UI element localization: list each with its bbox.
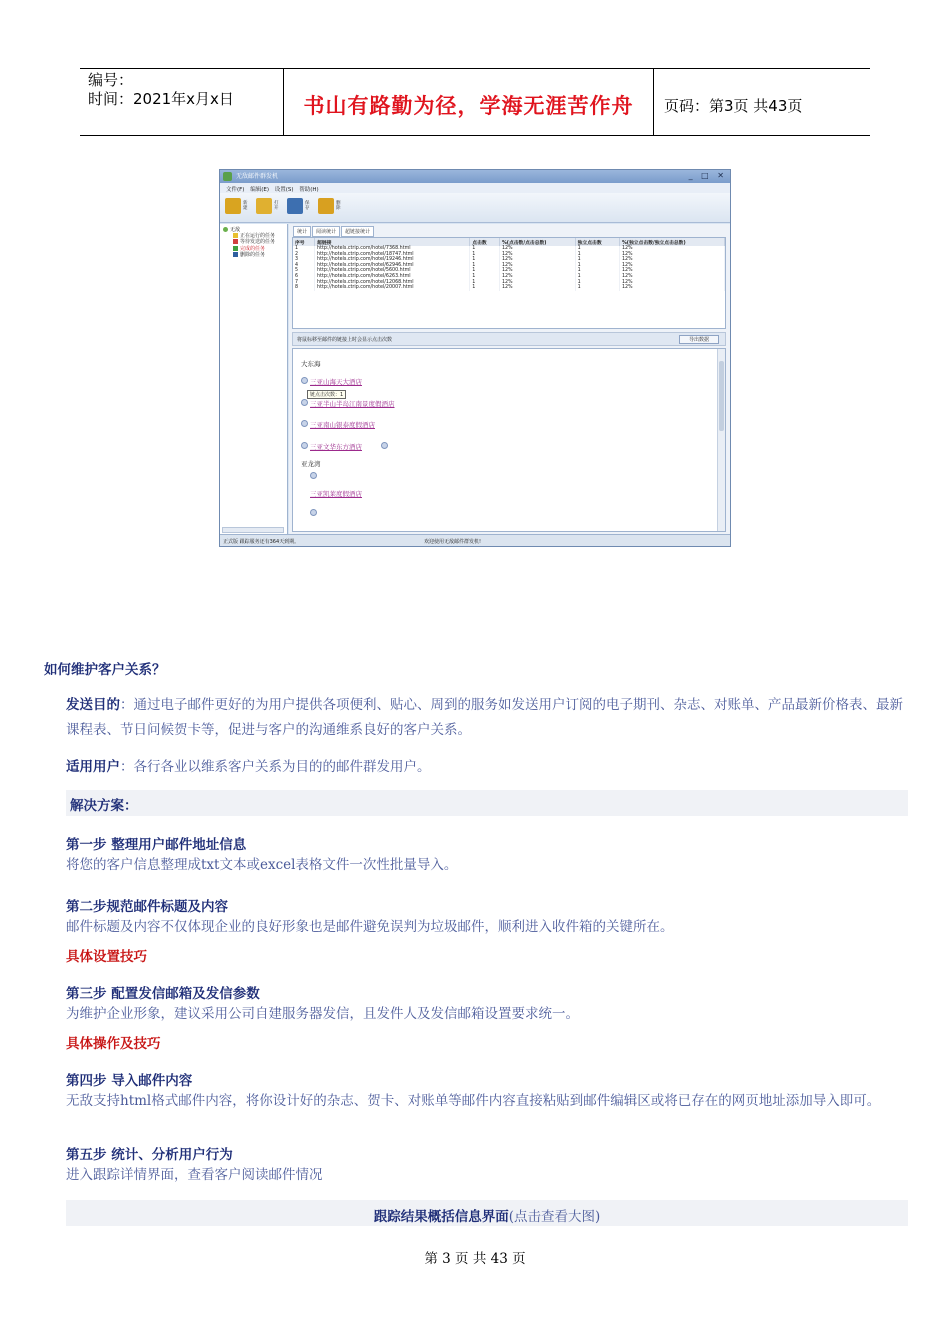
table-cell: 12% <box>619 268 724 274</box>
caption-hint: (点击查看大图) <box>508 1209 601 1225</box>
figure-caption[interactable] <box>374 1205 601 1225</box>
expand-icon[interactable] <box>310 472 317 479</box>
table-cell: 1 <box>575 268 619 274</box>
click-count-tooltip: 链点击次数：1 <box>307 390 346 399</box>
purpose-paragraph <box>66 693 908 743</box>
setting-tips-link[interactable]: 具体设置技巧 <box>66 949 147 965</box>
tab-link-stats[interactable]: 超链接统计 <box>341 226 374 237</box>
table-header <box>293 238 725 246</box>
table-cell: http://hotels.ctrip.com/hotel/5600.html <box>315 268 470 274</box>
hotel-link[interactable]: 三亚凯莱度假酒店 <box>310 490 362 498</box>
hotel-link[interactable]: 三亚文华东方酒店 <box>310 443 362 451</box>
step-5-text: 进入跟踪详情界面，查看客户阅读邮件情况 <box>66 1167 323 1183</box>
window-title: 无敌邮件群发机 <box>236 173 279 180</box>
table-cell: 1 <box>575 285 619 291</box>
expand-icon[interactable] <box>301 442 308 449</box>
table-cell: 12% <box>499 257 575 263</box>
table-cell: 1 <box>575 257 619 263</box>
operation-tips-link[interactable]: 具体操作及技巧 <box>66 1036 161 1052</box>
toolbar <box>220 193 730 223</box>
number-label: 编号： <box>88 71 134 89</box>
table-cell: 8 <box>293 285 315 291</box>
solution-band <box>66 790 908 816</box>
step-3-text: 为维护企业形象，建议采用公司自建服务器发信，且发件人及发信邮箱设置要求统一。 <box>66 1006 579 1022</box>
delete-icon <box>318 198 334 214</box>
table-cell: 12% <box>499 285 575 291</box>
table-cell: 1 <box>575 252 619 258</box>
step-1-text: 将您的客户信息整理成txt文本或excel表格文件一次性批量导入。 <box>66 857 458 873</box>
purpose-text: ：通过电子邮件更好的为用户提供各项便利、贴心、周到的服务如发送用户订阅的电子期刊、杂志、对账单、产品最新价格表、最新课程表、节日问候贺卡等，促进与客户的沟通维系良好的客户关系。 <box>66 697 903 738</box>
export-button[interactable]: 导出数据 <box>679 335 719 344</box>
table-cell: 12% <box>499 280 575 286</box>
scroll-thumb[interactable] <box>719 361 724 431</box>
deleted-icon <box>233 252 238 257</box>
column-header[interactable]: 点击数 <box>470 238 500 246</box>
new-button[interactable]: 新建 <box>225 198 245 216</box>
save-button[interactable]: 保存 <box>287 198 307 216</box>
table-cell: 12% <box>619 280 724 286</box>
time-label: 时间：2021年x月x日 <box>88 90 234 108</box>
table-cell: http://hotels.ctrip.com/hotel/19246.html <box>315 257 470 263</box>
table-cell: 12% <box>499 268 575 274</box>
status-left: 正式版 跟踪服务还有364天到期。 <box>223 539 300 545</box>
figure-caption-band[interactable] <box>66 1200 908 1226</box>
detail-scrollbar[interactable] <box>717 349 725 531</box>
purpose-label: 发送目的 <box>66 697 120 713</box>
task-tree <box>223 227 275 258</box>
caption-title: 跟踪结果概括信息界面 <box>373 1209 509 1225</box>
hotel-link[interactable]: 三亚山海天大酒店 <box>310 378 362 386</box>
running-icon <box>233 233 238 238</box>
app-screenshot[interactable] <box>219 169 731 547</box>
stats-tabs <box>293 226 375 235</box>
group-label: 大东海 <box>301 360 321 368</box>
table-body <box>293 246 725 291</box>
table-cell: 12% <box>619 246 724 252</box>
table-cell: http://hotels.ctrip.com/hotel/20007.html <box>315 285 470 291</box>
expand-icon[interactable] <box>301 377 308 384</box>
column-header[interactable]: %(独立点击数/独立点击总数) <box>619 238 724 246</box>
page-footer: 第 3 页 共 43 页 <box>424 1251 526 1267</box>
table-cell: 1 <box>470 285 500 291</box>
new-folder-icon <box>225 198 241 214</box>
hotel-link[interactable]: 三亚半山半岛江南景度假酒店 <box>310 400 395 408</box>
app-icon <box>223 172 232 181</box>
expand-icon[interactable] <box>301 399 308 406</box>
table-cell: 3 <box>293 257 315 263</box>
users-label: 适用用户 <box>66 759 120 775</box>
completed-icon <box>233 246 238 251</box>
step-5-title: 第五步 统计、分析用户行为 <box>66 1147 233 1163</box>
header-meta <box>80 69 283 135</box>
table-cell: 1 <box>470 252 500 258</box>
status-bar <box>220 534 730 546</box>
table-cell: 12% <box>619 252 724 258</box>
header-motto: 书山有路勤为径，学海无涯苦作舟 <box>283 69 654 135</box>
table-cell: 1 <box>470 246 500 252</box>
table-cell: 12% <box>499 252 575 258</box>
table-cell: 1 <box>575 246 619 252</box>
step-4-title: 第四步 导入邮件内容 <box>66 1073 193 1089</box>
tree-item-deleted[interactable]: 删除的任务 <box>223 252 275 258</box>
users-paragraph <box>66 755 908 780</box>
column-header[interactable]: %(点击数/点击总数) <box>499 238 575 246</box>
hotel-link[interactable]: 三亚南山银泰度假酒店 <box>310 421 375 429</box>
table-cell: 1 <box>575 263 619 269</box>
table-cell: 5 <box>293 268 315 274</box>
table-cell: 6 <box>293 274 315 280</box>
column-header[interactable]: 序号 <box>293 238 315 246</box>
open-button[interactable]: 打开 <box>256 198 276 216</box>
save-icon <box>287 198 303 214</box>
tree-item-waiting[interactable]: 等待发送的任务 <box>223 239 275 245</box>
table-cell: http://hotels.ctrip.com/hotel/6263.html <box>315 274 470 280</box>
menu-bar[interactable]: 文件(F) 编辑(E) 设置(S) 帮助(H) <box>220 183 730 193</box>
step-2-title: 第二步规范邮件标题及内容 <box>66 899 228 915</box>
table-cell: 1 <box>470 268 500 274</box>
table-cell: 1 <box>575 280 619 286</box>
header-page-number: 页码：第3页 共43页 <box>664 96 803 115</box>
waiting-icon <box>233 239 238 244</box>
root-icon <box>223 227 228 232</box>
table-cell: 12% <box>499 246 575 252</box>
hint-text: 将鼠标移至邮件的链接上时会显示点击次数 <box>297 337 393 343</box>
table-cell: 1 <box>470 257 500 263</box>
table-cell: 12% <box>619 263 724 269</box>
table-cell: http://hotels.ctrip.com/hotel/7368.html <box>315 246 470 252</box>
solution-heading: 解决方案： <box>70 798 138 814</box>
column-header[interactable]: 超链接 <box>315 238 470 246</box>
table-cell: 4 <box>293 263 315 269</box>
tree-root[interactable]: 无敌 <box>223 227 275 233</box>
step-2-text: 邮件标题及内容不仅体现企业的良好形象也是邮件避免误判为垃圾邮件，顺利进入收件箱的关键所在。 <box>66 919 674 935</box>
users-text: ：各行各业以维系客户关系为目的的邮件群发用户。 <box>120 759 431 775</box>
hint-bar <box>292 332 726 346</box>
table-cell: 2 <box>293 252 315 258</box>
status-right: 欢迎使用无敌邮件群发机! <box>424 539 482 545</box>
table-cell: 12% <box>499 274 575 280</box>
tree-scrollbar[interactable] <box>222 527 284 533</box>
task-tree-pane <box>220 224 288 535</box>
table-cell: 12% <box>619 257 724 263</box>
step-3-title: 第三步 配置发信邮箱及发信参数 <box>66 986 260 1002</box>
link-stats-table <box>292 237 726 329</box>
tab-stats[interactable]: 统计 <box>293 226 311 237</box>
delete-button[interactable]: 删除 <box>318 198 338 216</box>
table-cell: 7 <box>293 280 315 286</box>
stats-pane <box>289 224 730 535</box>
tab-read-stats[interactable]: 阅读统计 <box>312 226 340 237</box>
table-cell: http://hotels.ctrip.com/hotel/62946.html <box>315 263 470 269</box>
table-cell: 1 <box>470 263 500 269</box>
tree-item-running[interactable]: 正在运行的任务 <box>223 233 275 239</box>
table-cell: 1 <box>293 246 315 252</box>
document-header <box>80 68 870 136</box>
table-cell: http://hotels.ctrip.com/hotel/12068.html <box>315 280 470 286</box>
expand-icon[interactable] <box>301 420 308 427</box>
step-1-title: 第一步 整理用户邮件地址信息 <box>66 837 247 853</box>
table-cell: 12% <box>499 263 575 269</box>
open-folder-icon <box>256 198 272 214</box>
table-cell: 1 <box>575 274 619 280</box>
window-titlebar <box>220 170 730 183</box>
link-detail-panel <box>292 348 726 532</box>
expand-icon[interactable] <box>381 442 388 449</box>
table-cell: 1 <box>470 274 500 280</box>
table-cell: 1 <box>470 280 500 286</box>
section-question: 如何维护客户关系？ <box>44 662 166 678</box>
group-label: 亚龙湾 <box>301 460 321 468</box>
window-controls[interactable]: _ □ ✕ <box>688 171 727 180</box>
table-cell: 12% <box>619 285 724 291</box>
column-header[interactable]: 独立点击数 <box>575 238 619 246</box>
table-row[interactable] <box>293 285 725 291</box>
table-cell: 12% <box>619 274 724 280</box>
table-cell: http://hotels.ctrip.com/hotel/18747.html <box>315 252 470 258</box>
expand-icon[interactable] <box>310 509 317 516</box>
step-4-text: 无敌支持html格式邮件内容，将你设计好的杂志、贺卡、对账单等邮件内容直接粘贴到邮件编辑区或将已存在的网页地址添加导入即可。 <box>66 1093 881 1109</box>
tree-item-completed[interactable]: 完成的任务 <box>223 246 275 252</box>
